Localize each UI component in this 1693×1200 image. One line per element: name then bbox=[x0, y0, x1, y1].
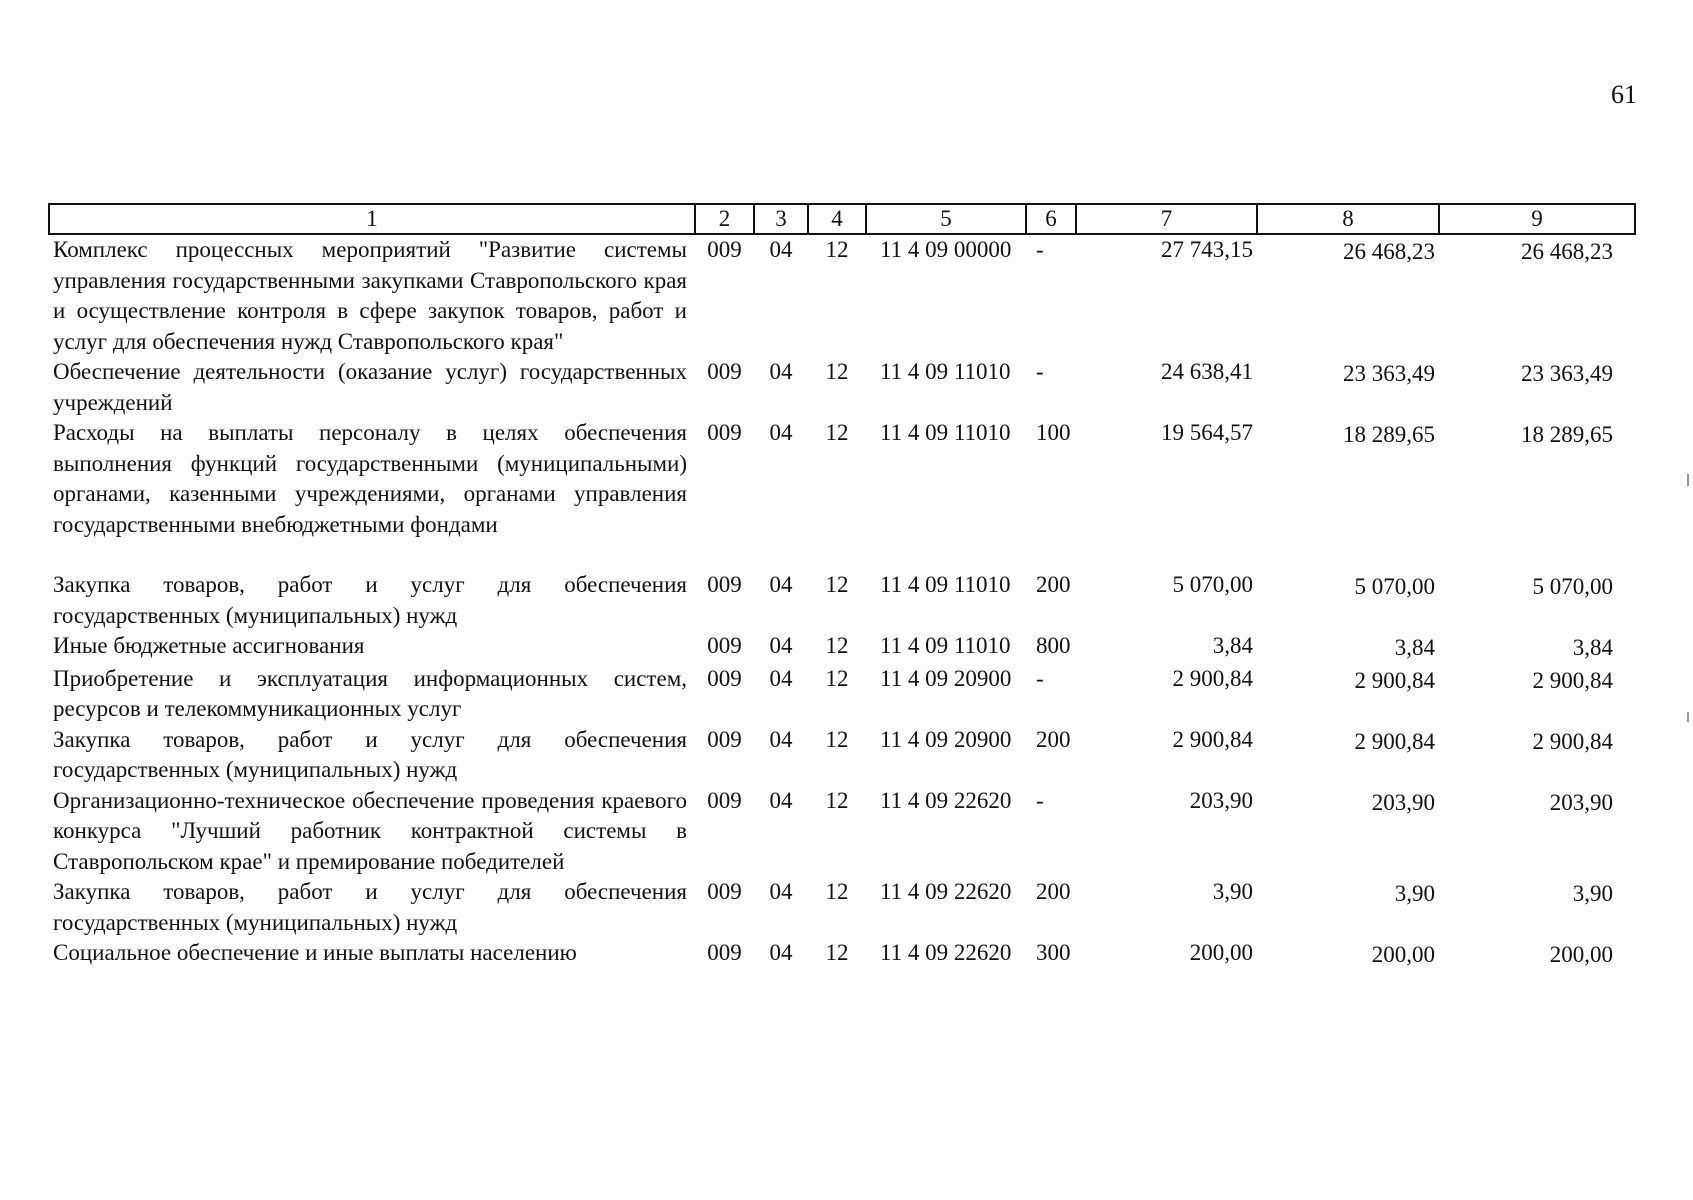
scan-mark bbox=[1687, 712, 1689, 722]
table-row bbox=[49, 631, 1635, 664]
row-csr: 11 4 09 22620 bbox=[880, 787, 1012, 813]
row-vr: - bbox=[1036, 787, 1044, 813]
row-name: Закупка товаров, работ и услуг для обеспечения государственных (муниципальных) нужд bbox=[53, 879, 687, 935]
row-name: Иные бюджетные ассигнования bbox=[53, 633, 365, 658]
row-amount-col8: 5 070,00 bbox=[1354, 574, 1435, 599]
row-rz: 04 bbox=[769, 726, 793, 752]
row-rz: 04 bbox=[769, 665, 793, 691]
row-amount-col8: 2 900,84 bbox=[1354, 667, 1435, 693]
row-amount-col7: 27 743,15 bbox=[1161, 237, 1253, 262]
row-csr: 11 4 09 20900 bbox=[880, 726, 1012, 752]
table-row bbox=[49, 938, 1635, 971]
row-vr: 200 bbox=[1036, 572, 1071, 597]
table-row bbox=[49, 664, 1635, 725]
row-pr: 12 bbox=[825, 787, 849, 813]
row-csr: 11 4 09 00000 bbox=[880, 237, 1012, 262]
row-amount-col8: 3,84 bbox=[1394, 635, 1435, 660]
row-pr: 12 bbox=[825, 879, 849, 904]
row-name: Расходы на выплаты персоналу в целях обеспечения выполнения функций государственными (муниципальными) органами, казенными учреждениями, органами управления государственными внебюджетными фондами bbox=[53, 420, 687, 537]
row-amount-col9: 3,90 bbox=[1572, 881, 1613, 906]
row-amount-col7: 24 638,41 bbox=[1161, 359, 1253, 384]
row-ved: 009 bbox=[707, 726, 742, 752]
row-rz: 04 bbox=[769, 237, 793, 262]
row-vr: 200 bbox=[1036, 726, 1071, 752]
table-row bbox=[49, 877, 1635, 938]
table-body bbox=[49, 234, 1635, 971]
row-ved: 009 bbox=[707, 420, 742, 445]
row-csr: 11 4 09 20900 bbox=[880, 665, 1012, 691]
row-rz: 04 bbox=[769, 879, 793, 904]
row-pr: 12 bbox=[825, 633, 849, 658]
page-number: 61 bbox=[1611, 80, 1637, 109]
row-amount-col7: 5 070,00 bbox=[1172, 572, 1253, 597]
row-rz: 04 bbox=[769, 940, 793, 965]
row-ved: 009 bbox=[707, 572, 742, 597]
header-col-8: 8 bbox=[1257, 204, 1439, 234]
row-vr: 300 bbox=[1036, 940, 1071, 965]
row-amount-col7: 2 900,84 bbox=[1172, 726, 1253, 752]
header-col-3: 3 bbox=[754, 204, 808, 234]
table-row bbox=[49, 418, 1635, 570]
header-col-4: 4 bbox=[808, 204, 866, 234]
table-row bbox=[49, 786, 1635, 878]
row-amount-col9: 2 900,84 bbox=[1532, 728, 1613, 754]
row-name: Комплекс процессных мероприятий "Развитие системы управления государственными закупками Ставропольского края и осуществление контроля в сфере закупок товаров, работ и услуг для обеспечения нужд Ставропольского края" bbox=[53, 237, 687, 354]
header-col-9: 9 bbox=[1439, 204, 1635, 234]
row-name: Закупка товаров, работ и услуг для обеспечения государственных (муниципальных) нужд bbox=[53, 572, 687, 628]
row-amount-col7: 19 564,57 bbox=[1161, 420, 1253, 445]
row-amount-col8: 203,90 bbox=[1371, 789, 1435, 815]
row-ved: 009 bbox=[707, 633, 742, 658]
row-amount-col9: 2 900,84 bbox=[1532, 667, 1613, 693]
row-rz: 04 bbox=[769, 787, 793, 813]
table-header bbox=[49, 204, 1635, 234]
header-col-7: 7 bbox=[1076, 204, 1257, 234]
row-ved: 009 bbox=[707, 879, 742, 904]
row-rz: 04 bbox=[769, 359, 793, 384]
row-amount-col9: 23 363,49 bbox=[1521, 361, 1613, 386]
row-amount-col8: 18 289,65 bbox=[1343, 422, 1435, 447]
row-pr: 12 bbox=[825, 726, 849, 752]
row-amount-col8: 2 900,84 bbox=[1354, 728, 1435, 754]
row-amount-col9: 26 468,23 bbox=[1521, 239, 1613, 264]
row-pr: 12 bbox=[825, 665, 849, 691]
row-csr: 11 4 09 22620 bbox=[880, 879, 1012, 904]
row-ved: 009 bbox=[707, 940, 742, 965]
row-name: Закупка товаров, работ и услуг для обеспечения государственных (муниципальных) нужд bbox=[53, 726, 687, 782]
scan-mark bbox=[1687, 474, 1689, 486]
header-col-6: 6 bbox=[1026, 204, 1076, 234]
row-amount-col7: 3,90 bbox=[1212, 879, 1253, 904]
row-amount-col7: 203,90 bbox=[1189, 787, 1253, 813]
row-ved: 009 bbox=[707, 665, 742, 691]
row-csr: 11 4 09 11010 bbox=[880, 572, 1011, 597]
row-ved: 009 bbox=[707, 359, 742, 384]
row-pr: 12 bbox=[825, 420, 849, 445]
row-amount-col9: 3,84 bbox=[1572, 635, 1613, 660]
row-vr: - bbox=[1036, 665, 1044, 691]
row-rz: 04 bbox=[769, 420, 793, 445]
row-ved: 009 bbox=[707, 237, 742, 262]
row-vr: 800 bbox=[1036, 633, 1071, 658]
row-vr: 100 bbox=[1036, 420, 1071, 445]
row-pr: 12 bbox=[825, 359, 849, 384]
row-vr: - bbox=[1036, 359, 1044, 384]
row-amount-col9: 5 070,00 bbox=[1532, 574, 1613, 599]
row-csr: 11 4 09 11010 bbox=[880, 359, 1011, 384]
row-amount-col7: 200,00 bbox=[1189, 940, 1253, 965]
row-amount-col9: 200,00 bbox=[1549, 942, 1613, 967]
row-csr: 11 4 09 11010 bbox=[880, 420, 1011, 445]
row-vr: - bbox=[1036, 237, 1044, 262]
row-pr: 12 bbox=[825, 237, 849, 262]
row-name: Обеспечение деятельности (оказание услуг) государственных учреждений bbox=[53, 359, 687, 415]
row-csr: 11 4 09 22620 bbox=[880, 940, 1012, 965]
row-pr: 12 bbox=[825, 940, 849, 965]
row-amount-col8: 200,00 bbox=[1371, 942, 1435, 967]
row-amount-col8: 23 363,49 bbox=[1343, 361, 1435, 386]
row-amount-col9: 203,90 bbox=[1549, 789, 1613, 815]
table-row bbox=[49, 725, 1635, 786]
row-amount-col9: 18 289,65 bbox=[1521, 422, 1613, 447]
row-amount-col8: 26 468,23 bbox=[1343, 239, 1435, 264]
row-pr: 12 bbox=[825, 572, 849, 597]
header-row bbox=[49, 204, 1635, 234]
row-amount-col7: 3,84 bbox=[1212, 633, 1253, 658]
budget-table bbox=[48, 203, 1636, 971]
row-rz: 04 bbox=[769, 572, 793, 597]
row-name: Организационно-техническое обеспечение проведения краевого конкурса "Лучший работник контрактной системы в Ставропольском крае" и премирование победителей bbox=[53, 787, 687, 874]
table-row bbox=[49, 234, 1635, 357]
header-col-1: 1 bbox=[49, 204, 695, 234]
row-name: Социальное обеспечение и иные выплаты населению bbox=[53, 940, 577, 965]
row-name: Приобретение и эксплуатация информационных систем, ресурсов и телекоммуникационных услуг bbox=[53, 665, 687, 721]
header-col-5: 5 bbox=[866, 204, 1026, 234]
row-csr: 11 4 09 11010 bbox=[880, 633, 1011, 658]
row-rz: 04 bbox=[769, 633, 793, 658]
row-ved: 009 bbox=[707, 787, 742, 813]
row-amount-col8: 3,90 bbox=[1394, 881, 1435, 906]
table-row bbox=[49, 570, 1635, 631]
row-vr: 200 bbox=[1036, 879, 1071, 904]
header-col-2: 2 bbox=[695, 204, 754, 234]
row-amount-col7: 2 900,84 bbox=[1172, 665, 1253, 691]
table-row bbox=[49, 357, 1635, 418]
